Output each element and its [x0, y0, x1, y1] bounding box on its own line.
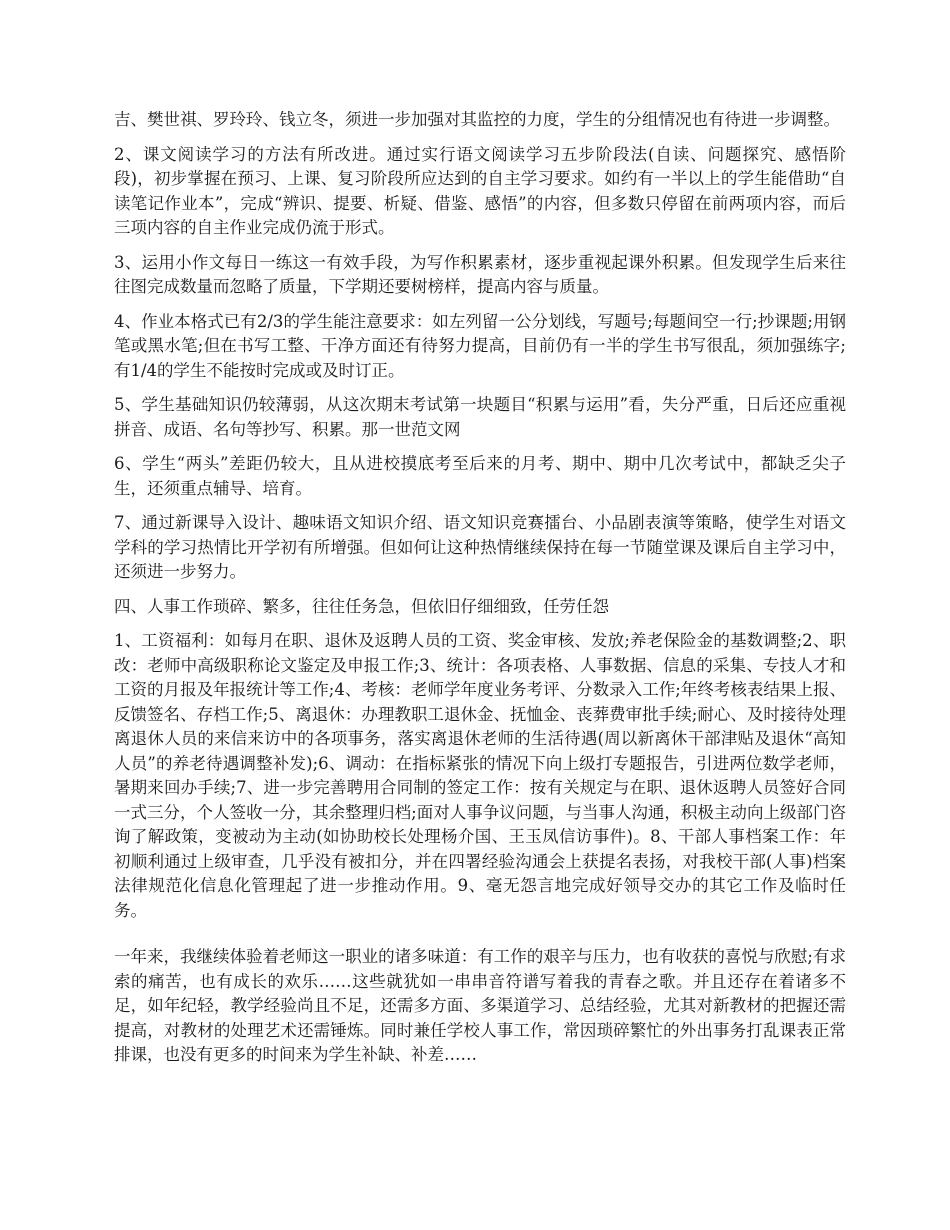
paragraph-year-summary: 一年来，我继续体验着老师这一职业的诸多味道：有工作的艰辛与压力，也有收获的喜悦与欣慰;有求索的痛苦，也有成长的欢乐……这些就犹如一串串音符谱写着我的青春之歌。并且还存在着诸多不足，如年纪轻，教学经验尚且不足，还需多方面、多渠道学习、总结经验，尤其对新教材的把握还需提高，对教材的处理艺术还需锤炼。同时兼任学校人事工作，常因琐碎繁忙的外出事务打乱课表正常排课，也没有更多的时间来为学生补缺、补差…… [114, 947, 846, 1064]
paragraph-continuation: 吉、樊世祺、罗玲玲、钱立冬，须进一步加强对其监控的力度，学生的分组情况也有待进一步调整。 [114, 110, 840, 129]
paragraph-basic-knowledge: 5、学生基础知识仍较薄弱，从这次期末考试第一块题目“积累与运用”看，失分严重，日后还应重视拼音、成语、名句等抄写、积累。那一世范文网 [114, 395, 846, 439]
paragraph-personnel-details: 1、工资福利：如每月在职、退休及返聘人员的工资、奖金审核、发放;养老保险金的基数调整;2、职改：老师中高级职称论文鉴定及申报工作;3、统计：各项表格、人事数据、信息的采集、专技人才和工资的月报及年报统计等工作;4、考核：老师学年度业务考评、分数录入工作;年终考核表结果上报、反馈签名、存档工作;5、离退休：办理教职工退休金、抚恤金、丧葬费审批手续;耐心、及时接待处理离退休人员的来信来访中的各项事务，落实离退休老师的生活待遇(周以新离休干部津贴及退休“高知人员”的养老待遇调整补发);6、调动：在指标紧张的情况下向上级打专题报告，引进两位数学老师，暑期来回办手续;7、进一步完善聘用合同制的签定工作：按有关规定与在职、退休返聘人员签好合同一式三分，个人签收一分，其余整理归档;面对人事争议问题，与当事人沟通，积极主动向上级部门咨询了解政策，变被动为主动(如协助校长处理杨介国、王玉凤信访事件)。8、干部人事档案工作：年初顺利通过上级审查，几乎没有被扣分，并在四署经验沟通会上获提名表扬，对我校干部(人事)档案法律规范化信息化管理起了进一步推动作用。9、毫无怨言地完成好领导交办的其它工作及临时任务。 [114, 631, 846, 920]
paragraph-homework-format: 4、作业本格式已有2/3的学生能注意要求：如左列留一公分划线，写题号;每题间空一行;抄课题;用钢笔或黑水笔;但在书写工整、干净方面还有待努力提高，目前仍有一半的学生书写很乱，须加强练字;有1/4的学生不能按时完成或及时订正。 [114, 311, 846, 380]
paragraph-reading-method: 2、课文阅读学习的方法有所改进。通过实行语文阅读学习五步阶段法(自读、问题探究、感悟阶段)，初步掌握在预习、上课、复习阶段所应达到的自主学习要求。如约有一半以上的学生能借助“自读笔记作业本”，完成“辨识、提要、析疑、借鉴、感悟”的内容，但多数只停留在前两项内容，而后三项内容的自主作业完成仍流于形式。 [114, 144, 846, 237]
paragraph-short-essay: 3、运用小作文每日一练这一有效手段，为写作积累素材，逐步重视起课外积累。但发现学生后来往往图完成数量而忽略了质量，下学期还要树榜样，提高内容与质量。 [114, 252, 846, 296]
section-heading-personnel: 四、人事工作琐碎、繁多，往往任务急，但依旧仔细细致，任劳任怨 [114, 596, 609, 616]
paragraph-learning-enthusiasm: 7、通过新课导入设计、趣味语文知识介绍、语文知识竞赛擂台、小品剧表演等策略，使学生对语文学科的学习热情比开学初有所增强。但如何让这种热情继续保持在每一节随堂课及课后自主学习中，还须进一步努力。 [114, 513, 846, 581]
document-page [114, 108, 846, 1078]
paragraph-student-gap: 6、学生“两头”差距仍较大，且从进校摸底考至后来的月考、期中、期中几次考试中，都缺乏尖子生，还须重点辅导、培育。 [114, 454, 846, 498]
